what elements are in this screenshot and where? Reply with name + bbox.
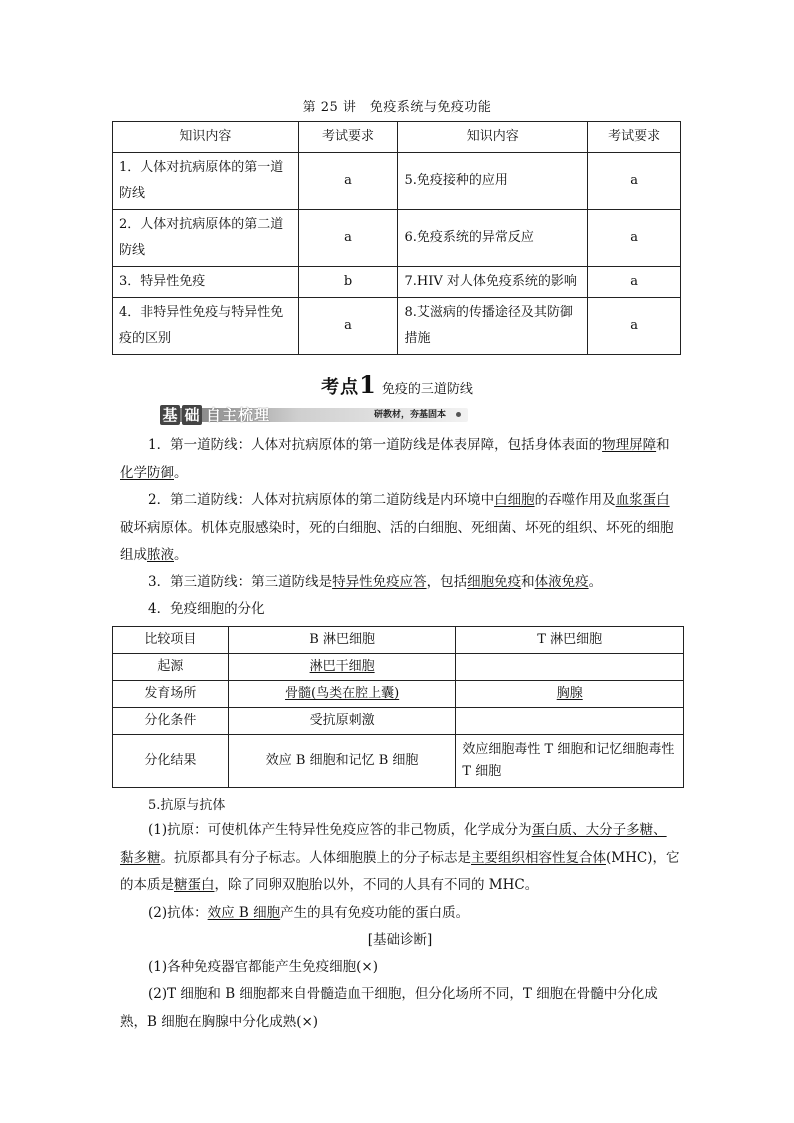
table-row (113, 298, 681, 355)
text: 破坏病原体。机体克服感染时，死的白细胞、活的白细胞、死细菌、坏死的组织、坏死的细胞组成 (120, 519, 674, 563)
header-cell: B 淋巴细胞 (228, 627, 456, 654)
paragraph-antibody (120, 900, 680, 928)
table-cell: 效应细胞毒性 T 细胞和记忆细胞毒性 T 细胞 (456, 735, 684, 788)
table-cell: b (298, 267, 398, 298)
underlined-term: 体液免疫 (534, 574, 589, 590)
table-cell (456, 654, 684, 681)
table-cell (456, 681, 684, 708)
table-cell: 1．人体对抗病原体的第一道防线 (113, 153, 299, 210)
text: 3．第三道防线：第三道防线是 (148, 574, 333, 590)
table-cell (228, 654, 456, 681)
text: 。 (174, 547, 188, 563)
underlined-term: 特异性免疫应答 (332, 574, 427, 590)
underlined-term: 血浆蛋白 (615, 492, 670, 508)
table-row (113, 708, 684, 735)
page-title: 第 25 讲 免疫系统与免疫功能 (302, 100, 492, 115)
text: ，包括 (426, 574, 468, 590)
table-header-row (113, 122, 681, 153)
text: 2．第二道防线：人体对抗病原体的第二道防线是内环境中 (148, 492, 495, 508)
paragraph-cell-differentiation: 4．免疫细胞的分化 (148, 601, 265, 617)
banner-char-1: 基 (160, 405, 180, 425)
diagnosis-item-2: (2)T 细胞和 B 细胞都来自骨髓造血干细胞，但分化场所不同，T 细胞在骨髓中分化成熟，B 细胞在胸腺中分化成熟(×) (120, 986, 658, 1030)
section-heading (0, 370, 794, 399)
banner-char-2: 础 (182, 405, 202, 425)
paragraph-second-defense (120, 487, 680, 570)
underlined-term: 蛋白质、大分子多糖、黏多糖 (120, 822, 667, 866)
table-row (113, 654, 684, 681)
bullet-dot-icon (456, 412, 461, 417)
text: 的吞噬作用及 (534, 492, 616, 508)
header-cell: 知识内容 (113, 122, 299, 153)
text: 。 (174, 464, 188, 481)
table-cell: 分化结果 (113, 735, 229, 788)
text: (2)抗体： (148, 905, 208, 921)
table-cell: 8.艾滋病的传播途径及其防御措施 (398, 298, 588, 355)
underlined-term: 白细胞 (494, 492, 535, 508)
underlined-term: 糖蛋白 (174, 877, 215, 893)
table-row (113, 210, 681, 267)
header-cell: 知识内容 (398, 122, 588, 153)
text: 产生的具有免疫功能的蛋白质。 (280, 905, 470, 921)
text: (1)抗原：可使机体产生特异性免疫应答的非己物质，化学成分为 (148, 822, 532, 838)
paragraph-first-defense (120, 432, 680, 487)
table-header-row (113, 627, 684, 654)
table-cell: 3．特异性免疫 (113, 267, 299, 298)
text: 。 (588, 574, 603, 590)
table-cell: 起源 (113, 654, 229, 681)
table-cell: a (588, 267, 681, 298)
banner-subtitle: 研教材，夯基固本 (374, 410, 447, 420)
table-cell: 发育场所 (113, 681, 229, 708)
diagnosis-heading: [基础诊断] (367, 932, 433, 948)
underlined-term: 骨髓(鸟类在腔上囊) (285, 686, 400, 701)
table-row (113, 267, 681, 298)
header-cell: 比较项目 (113, 627, 229, 654)
underlined-term: 效应 B 细胞 (207, 905, 281, 921)
paragraph-third-defense (120, 569, 680, 597)
text: 和 (656, 437, 670, 453)
table-cell: a (588, 298, 681, 355)
underlined-term: 物理屏障 (602, 437, 657, 453)
underlined-term: 脓液 (147, 547, 174, 563)
kaodian-number: 1 (359, 370, 376, 399)
underlined-term: 淋巴干细胞 (309, 659, 375, 674)
table-cell: 分化条件 (113, 708, 229, 735)
table-cell: a (298, 298, 398, 355)
table-cell: 7.HIV 对人体免疫系统的影响 (398, 267, 588, 298)
table-cell (456, 708, 684, 735)
cell-differentiation-table (112, 626, 684, 788)
table-cell: 2．人体对抗病原体的第二道防线 (113, 210, 299, 267)
underlined-term: 主要组织相容性复合体 (471, 849, 606, 866)
diagnosis-item-1: (1)各种免疫器官都能产生免疫细胞(×) (148, 959, 378, 975)
table-cell: a (588, 153, 681, 210)
underlined-term: 胸腺 (556, 686, 583, 701)
table-row (113, 735, 684, 788)
text: 。抗原都具有分子标志。人体细胞膜上的分子标志是 (160, 849, 471, 866)
text: (MHC)，它的本质是 (120, 849, 680, 893)
table-cell: 4．非特异性免疫与特异性免疫的区别 (113, 298, 299, 355)
header-cell: T 淋巴细胞 (456, 627, 684, 654)
banner-title: 自主梳理 (206, 406, 271, 424)
table-cell (228, 681, 456, 708)
table-cell: a (298, 210, 398, 267)
header-cell: 考试要求 (298, 122, 398, 153)
text: 和 (521, 574, 535, 590)
table-cell: 受抗原刺激 (228, 708, 456, 735)
header-cell: 考试要求 (588, 122, 681, 153)
requirements-table (112, 121, 681, 355)
table-cell: a (588, 210, 681, 267)
text: 1．第一道防线：人体对抗病原体的第一道防线是体表屏障，包括身体表面的 (148, 437, 603, 453)
paragraph-antigen (120, 817, 680, 900)
section-banner (160, 405, 468, 425)
table-cell: 6.免疫系统的异常反应 (398, 210, 588, 267)
table-row (113, 153, 681, 210)
underlined-term: 化学防御 (120, 464, 174, 481)
text: ，除了同卵双胞胎以外，不同的人具有不同的 MHC。 (214, 877, 539, 893)
kaodian-title: 免疫的三道防线 (381, 382, 473, 397)
table-cell: 效应 B 细胞和记忆 B 细胞 (228, 735, 456, 788)
paragraph-antigen-antibody: 5.抗原与抗体 (148, 798, 226, 813)
kaodian-label: 考点 (321, 377, 360, 398)
table-cell: a (298, 153, 398, 210)
table-row (113, 681, 684, 708)
table-cell: 5.免疫接种的应用 (398, 153, 588, 210)
underlined-term: 细胞免疫 (467, 574, 522, 590)
